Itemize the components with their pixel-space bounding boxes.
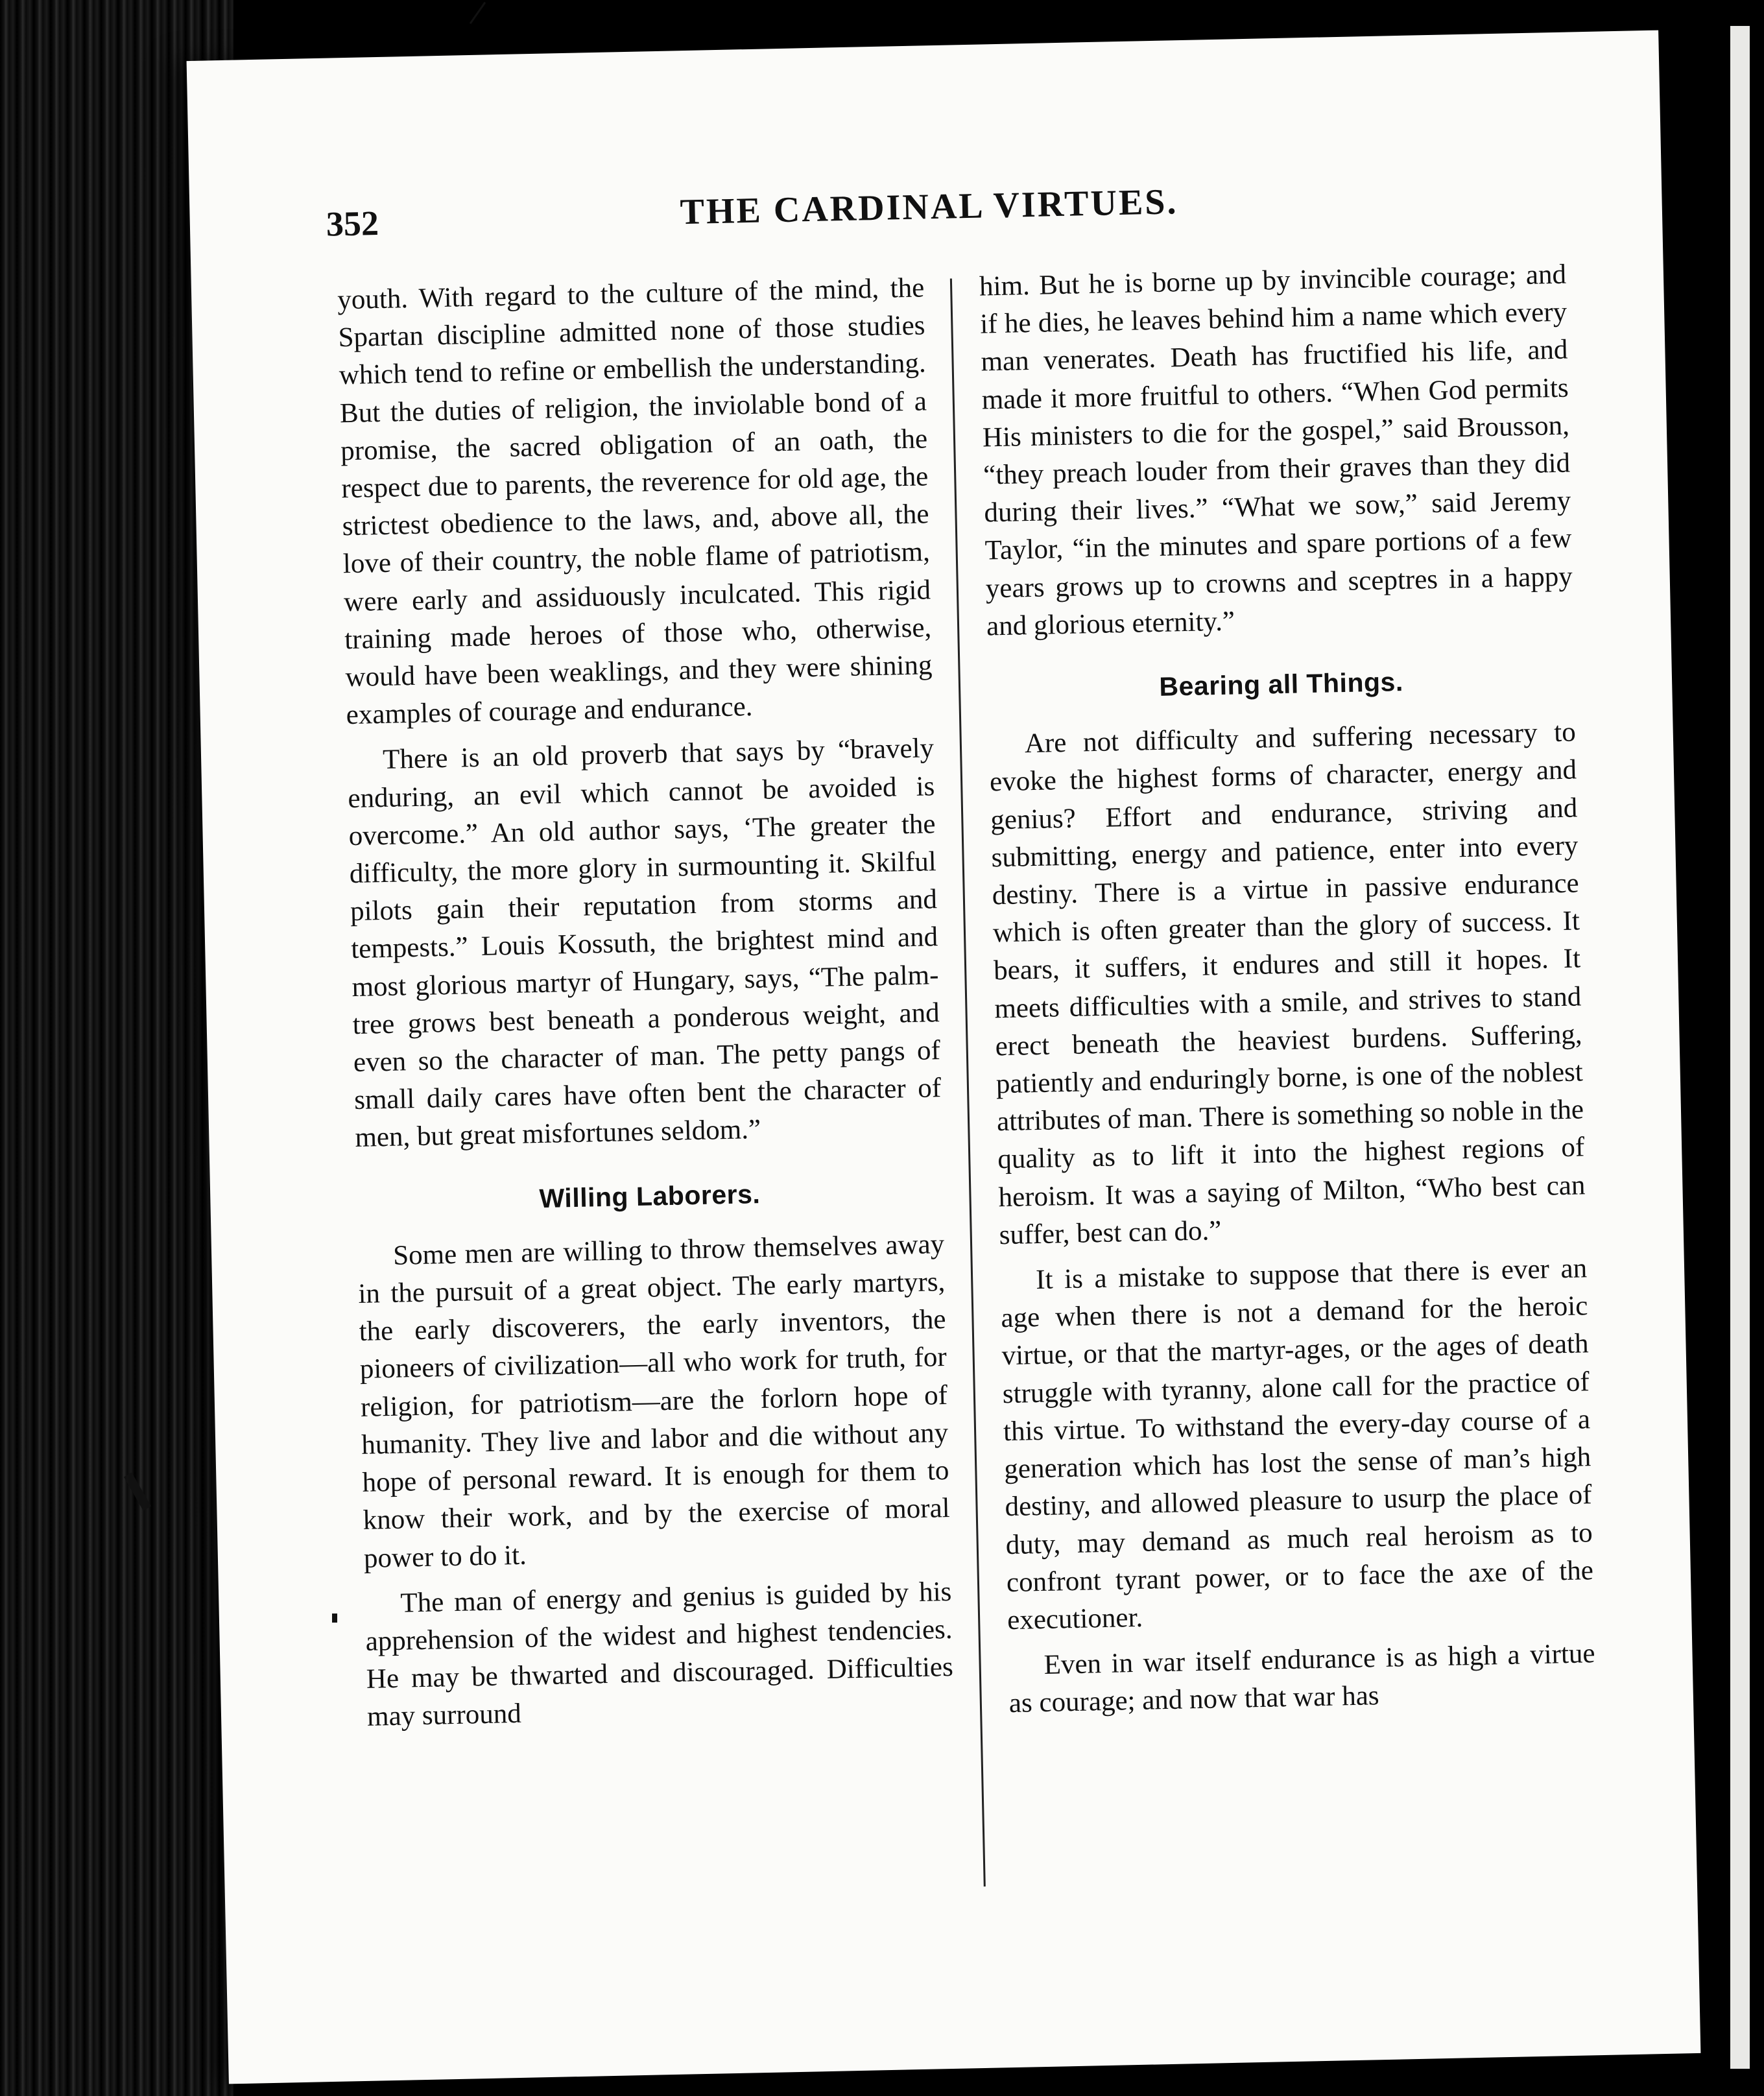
left-paragraph-1: youth. With regard to the culture of the mind, the Spartan discipline admitted none of those studies which tend to refine or embellish the understanding. But the duties of religion, the inviolable bond of a promise, the sacred obligation of an oath, the respect due to parents, the reverence for old age, the strictest obedience to the laws, and, above all, the love of their country, the noble flame of patriotism, were early and assiduously inculcated. This rigid training made heroes of those who, otherwise, would have been weaklings, and they were shining examples of courage and endurance. (337, 272, 933, 731)
column-divider (950, 278, 986, 1887)
left-paragraph-4: The man of energy and genius is guided by his apprehension of the widest and highest tendencies. He may be thwarted and discouraged. Difficulties may surround (365, 1576, 954, 1733)
running-head: THE CARDINAL VIRTUES. (679, 182, 1179, 233)
dark-right-margin (1693, 0, 1764, 2096)
left-column (337, 269, 955, 1736)
next-page-edge (1730, 26, 1750, 2069)
left-paragraph-3: Some men are willing to throw themselves away in the pursuit of a great object. The early martyrs, the early discoverers, the early inventors, the pioneers of civilization—all who work for truth, for religion, for patriotism—are the forlorn hope of humanity. They live and labor and die without any hope of personal reward. It is enough for them to know their work, and by the exercise of moral power to do it. (357, 1228, 951, 1574)
section-heading-bearing-all-things: Bearing all Things. (1158, 667, 1404, 702)
right-paragraph-3: It is a mistake to suppose that there is ever an age when there is not a demand for the heroic virtue, or that the martyr-ages, or the ages of death struggle with tyranny, alone call for the practice of this virtue. To withstand the every-day course of a generation which has lost the sense of man’s high destiny, and allowed pleasure to usurp the place of duty, may demand as much real heroism as to confront tyrant power, or to face the axe of the executioner. (1000, 1253, 1594, 1636)
page-header (326, 160, 1533, 256)
right-paragraph-1: him. But he is borne up by invincible courage; and if he dies, he leaves behind him a name which every man venerates. Death has fructified his life, and made it more fruitful to others. “When God permits His ministers to die for the gospel,” said Brousson, “they preach louder from their graves than they did during their lives.” “What we sow,” said Jeremy Taylor, “in the minutes and spare portions of a few years grows up to crowns and sceptres in a happy and glorious eternity.” (979, 259, 1573, 642)
left-paragraph-2: There is an old proverb that says by “bravely enduring, an evil which cannot be avoided is overcome.” An old author says, ‘The greater the difficulty, the more glory in surmounting it. Skilful pilots gain their reputation from storms and tempests.” Louis Kossuth, the brightest mind and most glorious martyr of Hungary, says, “The palm-tree grows best beneath a ponderous weight, and even so the character of man. The petty pangs of small daily cares have often bent the character of men, but great misfortunes seldom.” (347, 733, 942, 1154)
page-number: 352 (326, 203, 379, 244)
book-page (187, 30, 1701, 2084)
section-heading-willing-laborers: Willing Laborers. (539, 1178, 761, 1213)
scan-speck (470, 2, 486, 24)
scan-speck (332, 1614, 337, 1623)
right-column (979, 256, 1597, 1723)
right-paragraph-2: Are not difficulty and suffering necessary to evoke the highest forms of character, energy and genius? Effort and endurance, striving and submitting, energy and patience, enter into every destiny. There is a virtue in passive endurance which is often greater than the glory of success. It bears, it suffers, it endures and still it hopes. It meets difficulties with a smile, and strives to stand erect beneath the heaviest burdens. Suffering, patiently and enduringly borne, is one of the noblest attributes of man. There is something so noble in the quality as to lift it into the highest regions of heroism. It was a saying of Milton, “Who best can suffer, best can do.” (989, 717, 1586, 1251)
right-paragraph-4: Even in war itself endurance is as high a virtue as courage; and now that war has (1008, 1638, 1595, 1719)
